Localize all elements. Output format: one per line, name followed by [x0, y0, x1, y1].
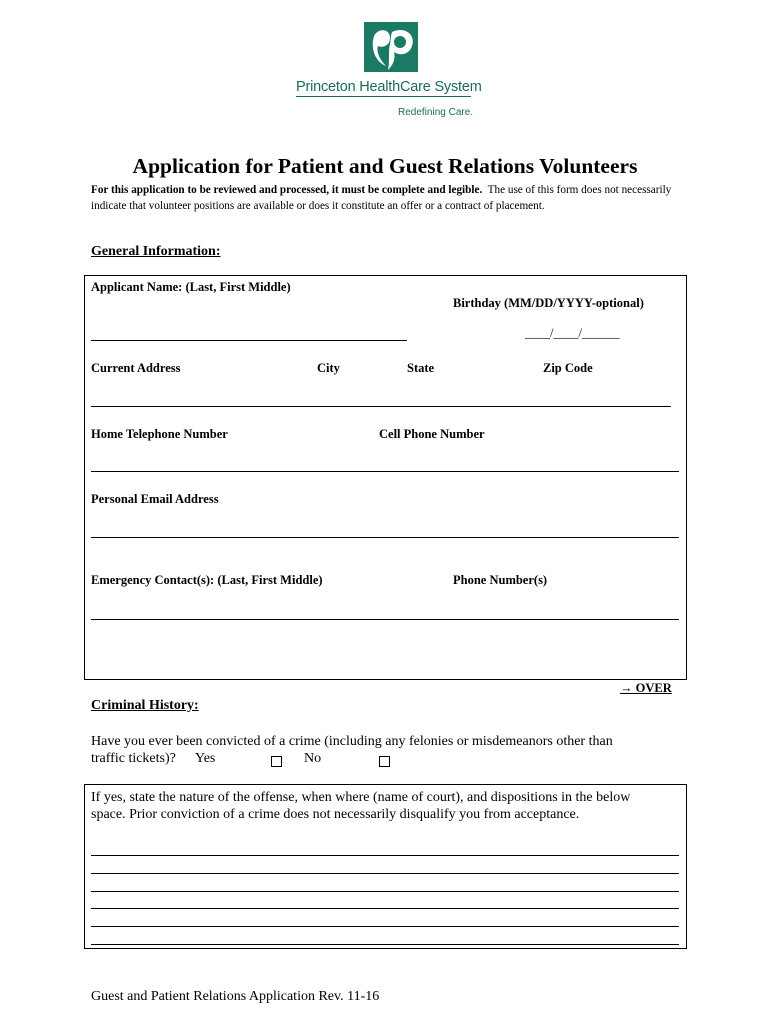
city-label: City: [317, 361, 340, 375]
yes-label: Yes: [195, 751, 216, 766]
applicant-name-field[interactable]: [91, 340, 407, 341]
yes-checkbox[interactable]: [271, 756, 282, 767]
over-indicator: → OVER: [620, 681, 672, 695]
intro-text: [91, 182, 691, 214]
general-information-heading: General Information:: [91, 244, 221, 259]
criminal-question-line1: Have you ever been convicted of a crime (including any felonies or misdemeanors other than: [91, 734, 613, 749]
current-address-label: Current Address: [91, 361, 181, 375]
criminal-history-heading: Criminal History:: [91, 698, 199, 713]
brand-name: Princeton HealthCare System: [296, 79, 482, 95]
email-label: Personal Email Address: [91, 492, 219, 506]
no-checkbox[interactable]: [379, 756, 390, 767]
offense-details-line-3[interactable]: [91, 891, 679, 892]
emergency-contact-label: Emergency Contact(s): (Last, First Middle): [91, 573, 323, 587]
phone-numbers-field[interactable]: [91, 471, 679, 472]
offense-details-line-2[interactable]: [91, 873, 679, 874]
birthday-field[interactable]: ____/____/______: [525, 326, 620, 340]
address-field[interactable]: [91, 406, 671, 407]
offense-details-line-1[interactable]: [91, 855, 679, 856]
cell-phone-label: Cell Phone Number: [379, 427, 485, 441]
footer-text: Guest and Patient Relations Application Rev. 11-16: [91, 989, 380, 1004]
princeton-healthcare-logo-icon: [364, 22, 418, 72]
offense-instructions-line1: If yes, state the nature of the offense, when where (name of court), and dispositions in the below: [91, 790, 631, 805]
offense-details-line-5[interactable]: [91, 926, 679, 927]
home-phone-label: Home Telephone Number: [91, 427, 228, 441]
phone-number-label: Phone Number(s): [453, 573, 548, 587]
tagline: Redefining Care.: [398, 107, 474, 118]
emergency-contact-field[interactable]: [91, 619, 679, 620]
offense-instructions-line2: space. Prior conviction of a crime does not necessarily disqualify you from acceptance.: [91, 807, 580, 822]
state-label: State: [407, 361, 435, 375]
intro-bold: For this application to be reviewed and processed, it must be complete and legible.: [91, 184, 483, 196]
applicant-name-label: Applicant Name: (Last, First Middle): [91, 280, 291, 294]
offense-details-line-6[interactable]: [91, 944, 679, 945]
intro-normal: The use of this form does not necessarily indicate that volunteer positions are available or does it constitute an offer or a contract of placement.: [91, 184, 672, 212]
offense-details-line-4[interactable]: [91, 908, 679, 909]
birthday-label: Birthday (MM/DD/YYYY-optional): [453, 296, 644, 310]
page-title: Application for Patient and Guest Relations Volunteers: [132, 154, 638, 178]
email-field[interactable]: [91, 537, 679, 538]
criminal-question-line2: traffic tickets)?: [91, 751, 176, 766]
no-label: No: [304, 751, 322, 766]
zip-code-label: Zip Code: [543, 361, 593, 375]
brand-underline: [296, 96, 471, 97]
